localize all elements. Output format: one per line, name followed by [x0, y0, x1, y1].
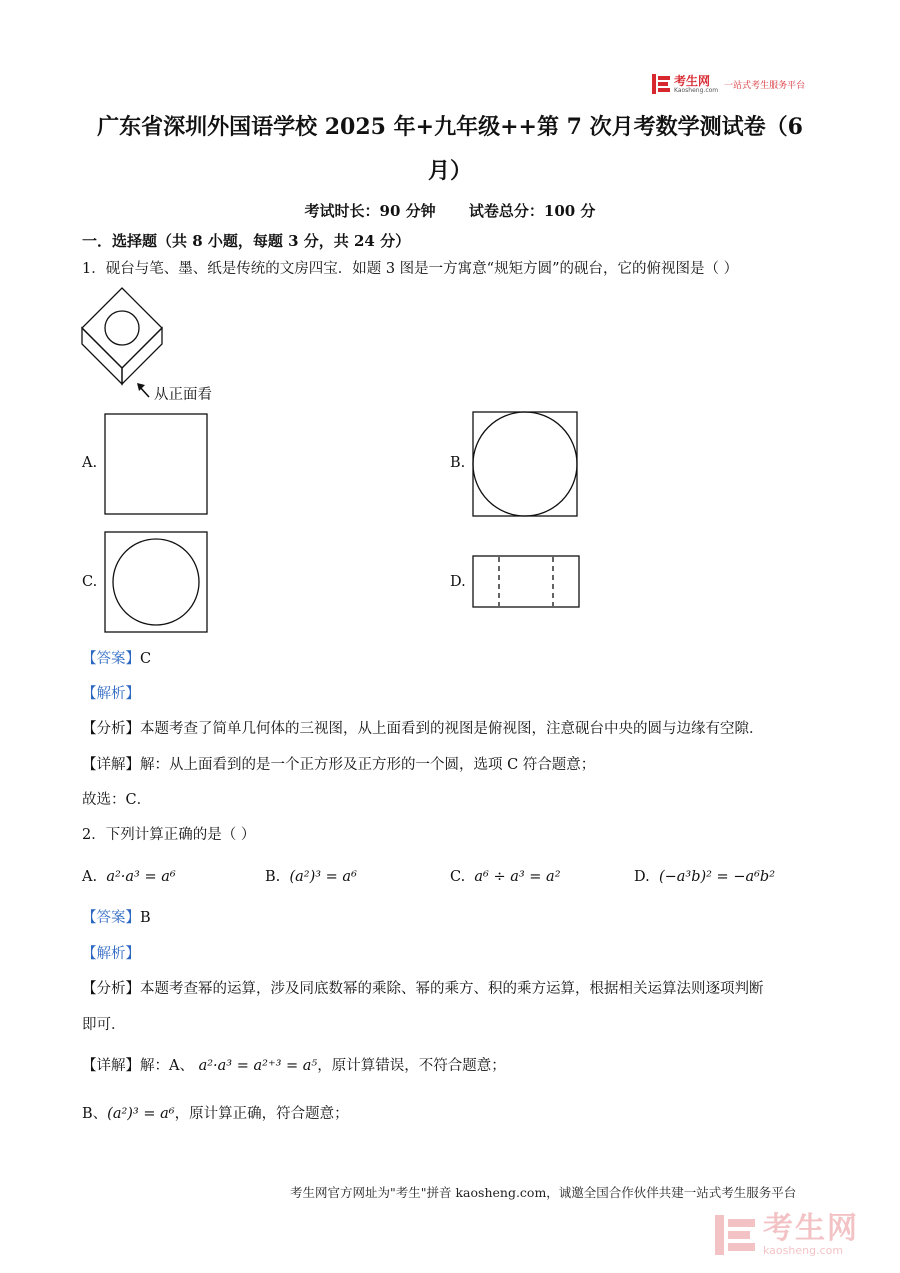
watermark-logo-icon — [715, 1215, 755, 1255]
section-heading: 一．选择题（共 8 小题，每题 3 分，共 24 分） — [82, 232, 411, 250]
watermark-name: 考生网 — [763, 1210, 859, 1246]
exam-info — [60, 200, 840, 221]
option-d-label: D. — [450, 574, 466, 590]
answer-value: C — [140, 651, 152, 667]
logo-icon — [652, 74, 670, 94]
header-logo — [652, 72, 822, 96]
logo-slogan: 一站式考生服务平台 — [724, 80, 806, 91]
option-d-figure — [472, 555, 580, 608]
option-c-label: C. — [82, 574, 98, 590]
page-title-line2: 月） — [427, 158, 472, 184]
option-b-label: B. — [450, 455, 466, 471]
inkstone-figure — [78, 284, 174, 390]
q1-fenxi: 【分析】本题考查了简单几何体的三视图，从上面看到的视图是俯视图，注意砚台中央的圆与边缘有空隙． — [82, 721, 764, 737]
footer-text: 考生网官方网址为"考生"拼音 kaosheng.com，诚邀全国合作伙伴共建一站式考生服务平台 — [290, 1185, 797, 1200]
q1-answer — [82, 648, 151, 670]
logo-name: 考生网 — [674, 73, 711, 88]
q2-fenxi: 【分析】本题考查幂的运算，涉及同底数幂的乘除、幂的乘方、积的乘方运算，根据相关运算法则逐项判断 — [82, 981, 764, 997]
q2-stem: 2．下列计算正确的是（ ） — [82, 827, 256, 843]
q2-answer: 【答案】B — [82, 910, 151, 926]
arrow-icon — [136, 382, 152, 400]
q2-xiangjie-a: 【详解】解：A、 a²·a³ = a²⁺³ = a⁵，原计算错误，不符合题意； — [82, 1058, 506, 1074]
q1-analysis-tag: 【解析】 — [82, 686, 140, 702]
exam-total: 试卷总分：100 分 — [468, 202, 596, 220]
option-a-figure — [104, 413, 208, 515]
q1-xiangjie: 【详解】解：从上面看到的是一个正方形及正方形的一个圆，选项 C 符合题意； — [82, 757, 596, 773]
q1-conclusion: 故选：C． — [82, 792, 152, 808]
watermark-domain: kaosheng.com — [763, 1243, 844, 1257]
logo-domain: Kaosheng.com — [674, 86, 719, 94]
q1-stem: 1．砚台与笔、墨、纸是传统的文房四宝．如题 3 图是一方寓意“规矩方圆”的砚台，它的俯视图是（ ） — [82, 261, 739, 277]
q2-fenxi-cont: 即可． — [82, 1017, 126, 1033]
view-direction-label: 从正面看 — [154, 387, 212, 403]
option-b-figure — [472, 411, 578, 517]
q2-option-c: C. a⁶ ÷ a³ = a² — [450, 869, 561, 885]
exam-duration: 考试时长：90 分钟 — [304, 202, 436, 220]
page-title-line1: 广东省深圳外国语学校 2025 年+九年级++第 7 次月考数学测试卷（6 — [97, 114, 803, 140]
q2-option-b: B. (a²)³ = a⁶ — [265, 869, 357, 885]
answer-tag: 【答案】 — [82, 651, 140, 667]
watermark — [715, 1212, 885, 1258]
q2-xiangjie-b: B、(a²)³ = a⁶，原计算正确，符合题意； — [82, 1106, 349, 1122]
option-a-label: A. — [82, 455, 98, 471]
q2-analysis-tag: 【解析】 — [82, 946, 140, 962]
q2-option-d: D. (−a³b)² = −a⁶b² — [634, 869, 776, 885]
option-c-figure — [104, 531, 208, 633]
q2-option-a: A. a²·a³ = a⁶ — [82, 869, 176, 885]
